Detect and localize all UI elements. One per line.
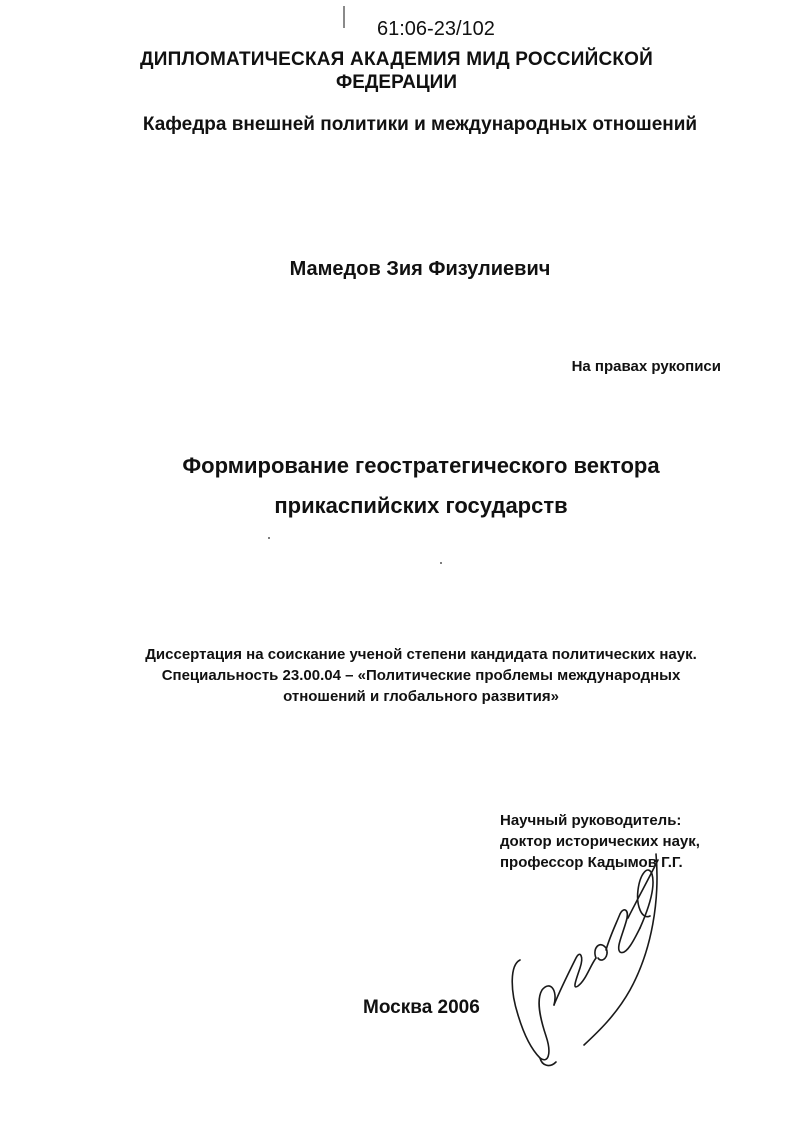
scan-artifact-line <box>343 6 345 28</box>
scan-speck <box>268 537 270 539</box>
supervisor-role: Научный руководитель: <box>500 812 682 829</box>
author-name: Мамедов Зия Физулиевич <box>289 258 551 280</box>
dissertation-specialty-line-cont: отношений и глобального развития» <box>283 688 559 705</box>
city-year: Москва 2006 <box>363 997 480 1018</box>
academy-name-line2: ФЕДЕРАЦИИ <box>335 72 457 93</box>
scan-speck <box>440 562 442 564</box>
manuscript-note: На правах рукописи <box>571 358 721 375</box>
dissertation-title-line2: прикаспийских государств <box>274 493 568 518</box>
supervisor-degree: доктор исторических наук, <box>500 833 700 850</box>
catalog-number: 61:06-23/102 <box>377 18 495 40</box>
supervisor-name: профессор Кадымов Г.Г. <box>500 854 683 871</box>
dissertation-description <box>0 644 793 707</box>
handwritten-signature-icon <box>480 840 690 1070</box>
dissertation-degree-line: Диссертация на соискание ученой степени кандидата политических наук. <box>145 646 697 663</box>
academy-name-line1: ДИПЛОМАТИЧЕСКАЯ АКАДЕМИЯ МИД РОССИЙСКОЙ <box>140 49 653 70</box>
dissertation-specialty-line: Специальность 23.00.04 – «Политические проблемы международных <box>161 667 681 684</box>
department-name: Кафедра внешней политики и международных отношений <box>142 114 698 135</box>
dissertation-title-line1: Формирование геостратегического вектора <box>182 453 660 478</box>
